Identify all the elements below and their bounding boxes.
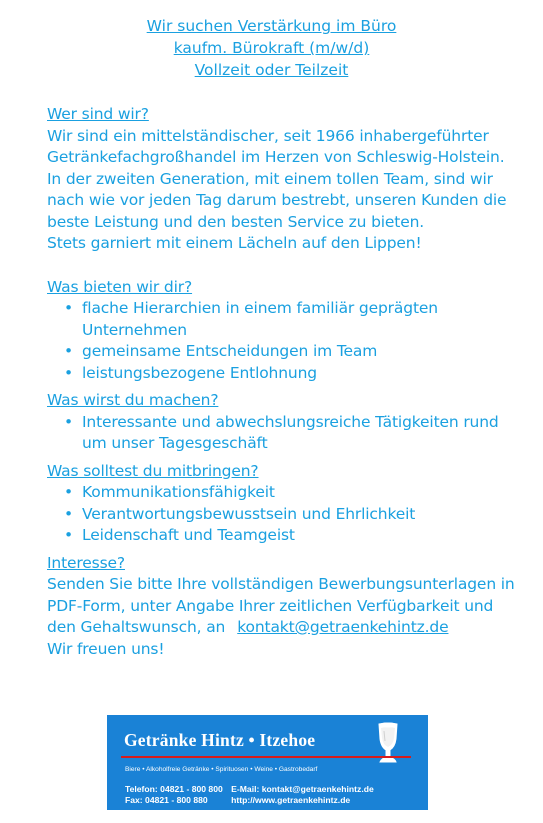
- requirement-item: • Verantwortungsbewusstsein und Ehrlichkeit: [82, 504, 517, 526]
- offer-item: • leistungsbezogene Entlohnung: [82, 363, 517, 385]
- requirements-list: [47, 482, 517, 547]
- interest-body: Senden Sie bitte Ihre vollständigen Bewerbungsunterlagen in PDF-Form, unter Angabe Ihrer zeitlichen Verfügbarkeit und den Gehaltswunsch, an: [47, 575, 515, 636]
- offer-title: Was bieten wir dir?: [47, 277, 193, 296]
- logo-tagline: Biere • Alkoholfreie Getränke • Spirituosen • Weine • Gastrobedarf: [125, 766, 318, 773]
- job-content: [47, 104, 517, 660]
- beer-glass-icon: [373, 721, 403, 765]
- about-paragraph-3: Stets garniert mit einem Lächeln auf den Lippen!: [47, 234, 422, 252]
- tasks-title: Was wirst du machen?: [47, 391, 219, 409]
- logo-title: Getränke Hintz • Itzehoe: [124, 730, 316, 750]
- logo-fax: Fax: 04821 - 800 880: [125, 794, 208, 805]
- about-title: Wer sind wir?: [47, 105, 149, 123]
- requirement-item: • Kommunikationsfähigkeit: [82, 482, 517, 504]
- about-paragraph-2: In der zweiten Generation, mit einem tollen Team, sind wir nach wie vor jeden Tag darum bestrebt, unseren Kunden die beste Leistung und den besten Service zu bieten.: [47, 169, 507, 231]
- interest-title: Interesse?: [47, 553, 125, 572]
- header-line-3: Vollzeit oder Teilzeit: [194, 61, 349, 79]
- logo-red-rule: [121, 756, 411, 758]
- job-header: [0, 15, 543, 81]
- task-item: • Interessante und abwechslungsreiche Tätigkeiten rund um unser Tagesgeschäft: [82, 412, 517, 455]
- logo-email: E-Mail: kontakt@getraenkehintz.de: [231, 784, 374, 794]
- about-paragraph-1: Wir sind ein mittelständischer, seit 1966 inhabergeführter Getränkefachgroßhandel im Herzen von Schleswig-Holstein.: [47, 126, 505, 166]
- logo-contact: [125, 784, 374, 805]
- requirement-item: • Leidenschaft und Teamgeist: [82, 525, 517, 547]
- company-logo-banner: [107, 715, 428, 810]
- requirements-title: Was solltest du mitbringen?: [47, 461, 259, 480]
- header-line-1: Wir suchen Verstärkung im Büro: [146, 17, 397, 35]
- header-line-2: kaufm. Bürokraft (m/w/d): [173, 39, 370, 57]
- logo-web: http://www.getraenkehintz.de: [231, 794, 351, 805]
- tasks-list: [47, 412, 517, 455]
- offer-list: [47, 298, 517, 384]
- logo-phone: Telefon: 04821 - 800 800: [125, 784, 223, 794]
- offer-item: • gemeinsame Entscheidungen im Team: [82, 341, 517, 363]
- contact-email-link[interactable]: kontakt@getraenkehintz.de: [237, 618, 449, 636]
- offer-item: • flache Hierarchien in einem familiär geprägten Unternehmen: [82, 298, 517, 341]
- interest-text: [47, 574, 517, 639]
- closing-text: Wir freuen uns!: [47, 639, 165, 658]
